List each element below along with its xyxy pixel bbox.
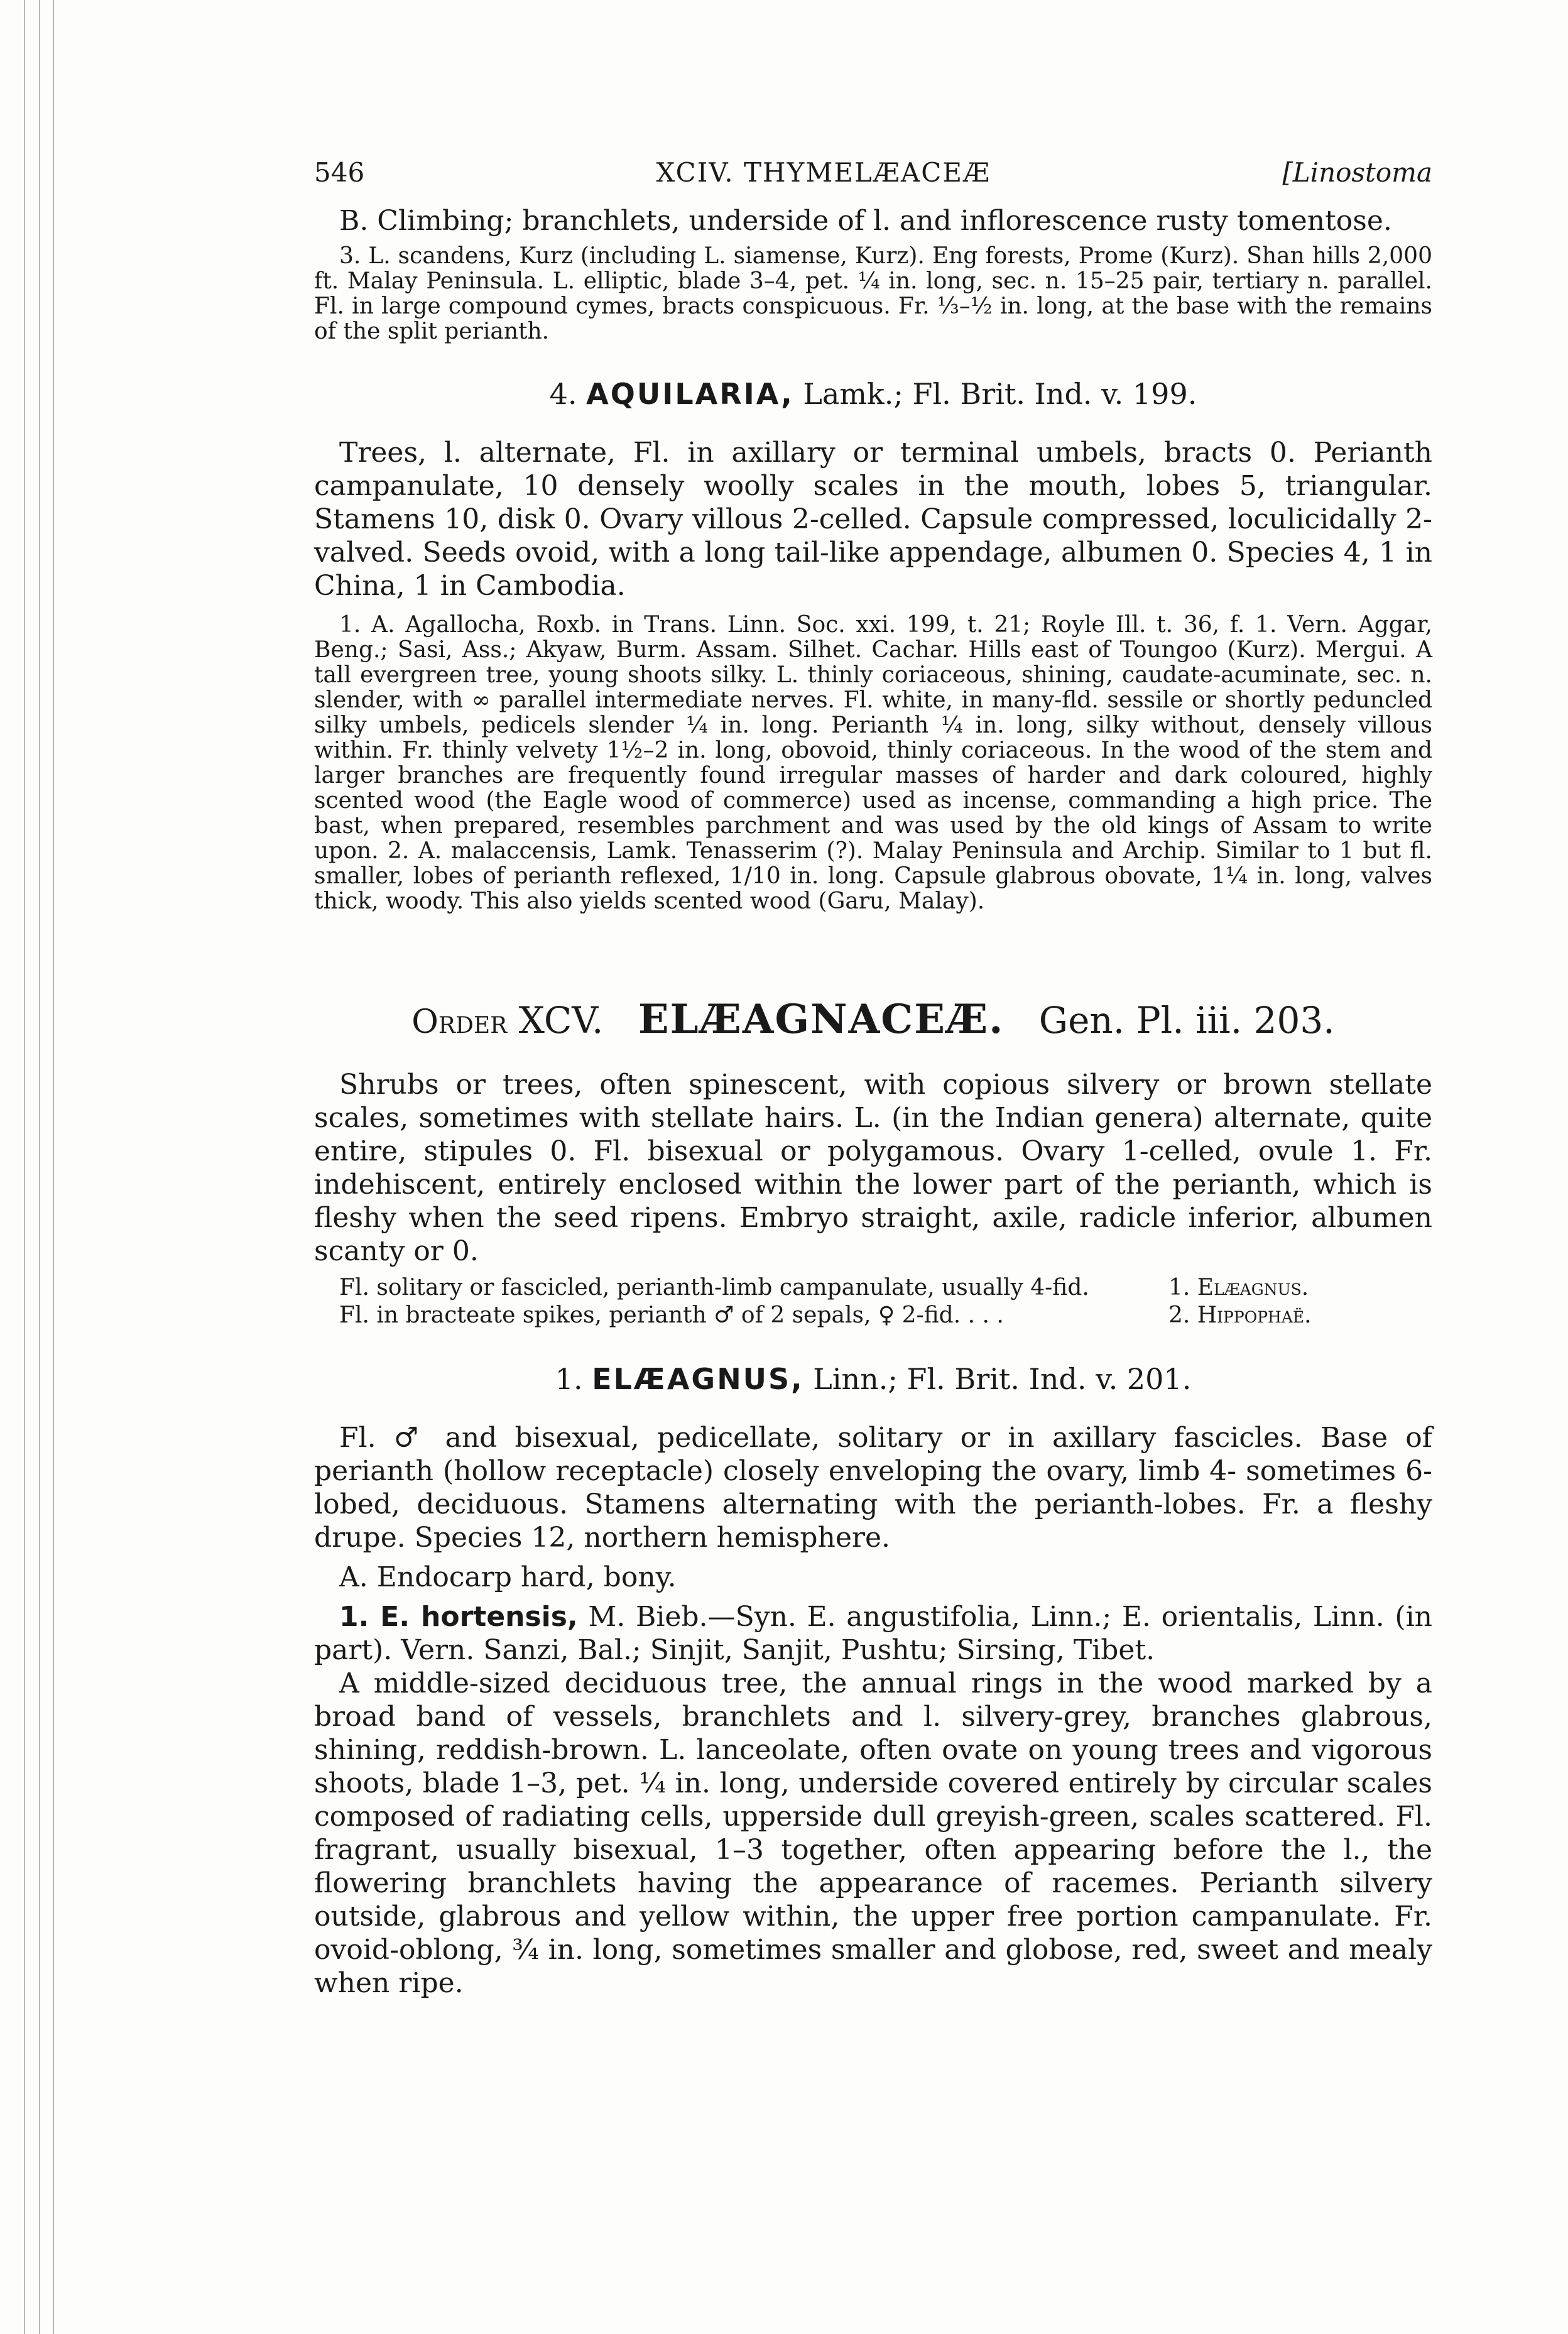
aquilaria-description: Trees, l. alternate, Fl. in axillary or terminal umbels, bracts 0. Perianth campanulate, 10 densely woolly scales in the mouth, lobes 5, triangular. Stamens 10, disk 0. Ovary villous 2-celled. Capsule compressed, loculicidally 2-valved. Seeds ovoid, with a long tail-like appendage, albumen 0. Species 4, 1 in China, 1 in Cambodia. [314, 437, 1432, 602]
elaeagnus-heading: 1. ELÆAGNUS, Linn.; Fl. Brit. Ind. v. 201. [555, 1362, 1192, 1396]
running-header [314, 157, 1432, 188]
section-a-heading: A. Endocarp hard, bony. [339, 1561, 677, 1593]
order-name: ELÆAGNACEÆ. [638, 996, 1004, 1043]
order-prefix: Order [411, 1003, 508, 1041]
order-heading [314, 996, 1432, 1043]
aquilaria-heading: 4. AQUILARIA, Lamk.; Fl. Brit. Ind. v. 199. [549, 377, 1197, 411]
binding-line [53, 0, 54, 2334]
order-description: Shrubs or trees, often spinescent, with copious silvery or brown stellate scales, sometimes with stellate hairs. L. (in the Indian genera) alternate, quite entire, stipules 0. Fl. bisexual or polygamous. Ovary 1-celled, ovule 1. Fr. indehiscent, entirely enclosed within the lower part of the perianth, which is fleshy when the seed ripens. Embryo straight, axile, radicle inferior, albumen scanty or 0. [314, 1069, 1432, 1267]
elaeagnus-hortensis-synonymy: 1. E. hortensis, M. Bieb.—Syn. E. angustifolia, Linn.; E. orientalis, Linn. (in part). Vern. Sanzi, Bal.; Sinjit, Sanjit, Pushtu; Sirsing, Tibet. [314, 1601, 1432, 1666]
genus-key [314, 1274, 1432, 1329]
genus-name: ELÆAGNUS, [592, 1362, 804, 1396]
page-content [314, 157, 1432, 2000]
order-number: XCV. [518, 999, 604, 1042]
page-number: 546 [314, 157, 365, 188]
aquilaria-species-paragraph: 1. A. Agallocha, Roxb. in Trans. Linn. Soc. xxi. 199, t. 21; Royle Ill. t. 36, f. 1. Vern. Aggar, Beng.; Sasi, Ass.; Akyaw, Burm. Assam. Silhet. Cachar. Hills east of Toungoo (Kurz). Mergui. A tall evergreen tree, young shoots silky. L. thinly coriaceous, shining, caudate-acuminate, sec. n. slender, with ∞ parallel intermediate nerves. Fl. white, in many-fld. sessile or shortly peduncled silky umbels, pedicels slender ¼ in. long. Perianth ¼ in. long, silky without, densely villous within. Fr. thinly velvety 1½–2 in. long, obovoid, thinly coriaceous. In the wood of the stem and larger branches are frequently found irregular masses of harder and dark coloured, highly scented wood (the Eagle wood of commerce) used as incense, commanding a high price. The bast, when prepared, resembles parchment and was used by the old kings of Assam to write upon. 2. A. malaccensis, Lamk. Tenasserim (?). Malay Peninsula and Archip. Similar to 1 but fl. smaller, lobes of perianth reflexed, 1/10 in. long. Capsule glabrous obovate, 1¼ in. long, valves thick, woody. This also yields scented wood (Garu, Malay). [314, 612, 1432, 914]
genus-name: AQUILARIA, [586, 377, 794, 411]
elaeagnus-description: Fl. ♂ and bisexual, pedicellate, solitary or in axillary fascicles. Base of perianth (hollow receptacle) closely enveloping the ovary, limb 4- sometimes 6-lobed, deciduous. Stamens alternating with the perianth-lobes. Fr. a fleshy drupe. Species 12, northern hemisphere. [314, 1422, 1432, 1554]
key-row: Fl. in bracteate spikes, perianth ♂ of 2 sepals, ♀ 2-fid. . . . 2. Hippophaë. [339, 1302, 1312, 1328]
section-b-heading: B. Climbing; branchlets, underside of l. and inflorescence rusty tomentose. [339, 205, 1392, 237]
elaeagnus-hortensis-description: A middle-sized deciduous tree, the annual rings in the wood marked by a broad band of vessels, branchlets and l. silvery-grey, branches glabrous, shining, reddish-brown. L. lanceolate, often ovate on young trees and vigorous shoots, blade 1–3, pet. ¼ in. long, underside covered entirely by circular scales composed of radiating cells, upperside dull greyish-green, scales scattered. Fl. fragrant, usually bisexual, 1–3 together, often appearing before the l., the flowering branchlets having the appearance of racemes. Perianth silvery outside, glabrous and yellow within, the upper free portion campanulate. Fr. ovoid-oblong, ¾ in. long, sometimes smaller and globose, red, sweet and mealy when ripe. [314, 1667, 1432, 1999]
key-row: Fl. solitary or fascicled, perianth-limb campanulate, usually 4-fid. 1. Elæagnus. [339, 1275, 1309, 1301]
binding-line [24, 0, 25, 2334]
binding-line [39, 0, 40, 2334]
order-reference: Gen. Pl. iii. 203. [1038, 999, 1335, 1042]
running-right: [Linostoma [1282, 157, 1432, 188]
species-name: 1. E. hortensis, [339, 1601, 578, 1633]
running-title: XCIV. THYMELÆACEÆ [656, 157, 991, 188]
linostoma-scandens-paragraph: 3. L. scandens, Kurz (including L. siamense, Kurz). Eng forests, Prome (Kurz). Shan hills 2,000 ft. Malay Peninsula. L. elliptic, blade 3–4, pet. ¼ in. long, sec. n. 15–25 pair, tertiary n. parallel. Fl. in large compound cymes, bracts conspicuous. Fr. ⅓–½ in. long, at the base with the remains of the split perianth. [314, 243, 1432, 344]
